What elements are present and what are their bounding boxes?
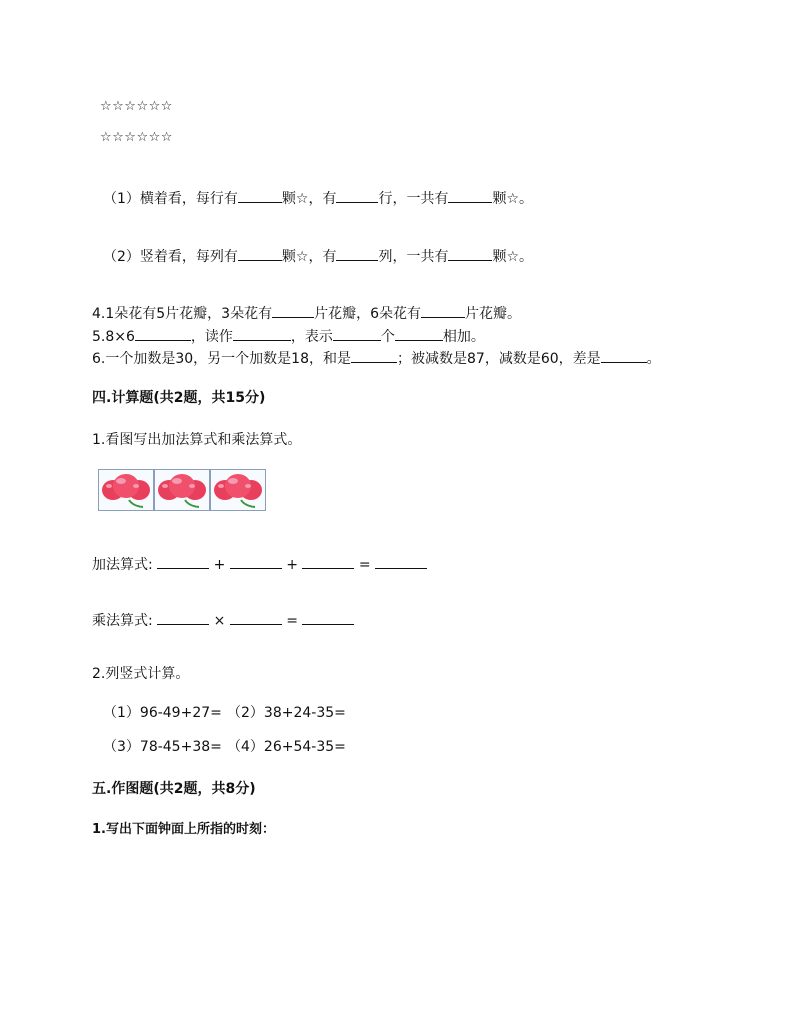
answer-blank[interactable] (230, 612, 282, 625)
answer-blank[interactable] (272, 305, 314, 318)
answer-blank[interactable] (302, 612, 354, 625)
equals-sign: = (286, 613, 298, 629)
expression-4: （4）26+54-35= (227, 739, 346, 755)
answer-blank[interactable] (601, 350, 647, 363)
answer-blank[interactable] (238, 190, 282, 203)
answer-blank[interactable] (421, 305, 465, 318)
section-4-heading: 四.计算题(共2题，共15分) (92, 390, 266, 406)
question-6-part-a: 6.一个加数是30，另一个加数是18，和是 (92, 351, 351, 367)
question-5-part-b: ，读作 (190, 329, 233, 345)
question-5-part-c: ，表示 (290, 329, 333, 345)
question-5-part-a: 5.8×6 (92, 329, 135, 345)
calc-2-prompt: 2.列竖式计算。 (92, 666, 190, 682)
answer-blank[interactable] (448, 190, 492, 203)
answer-blank[interactable] (336, 190, 378, 203)
section-5-heading: 五.作图题(共2题，共8分) (92, 781, 256, 797)
radish-picture-group (98, 469, 268, 511)
multiplication-label: 乘法算式: (92, 613, 153, 629)
question-2 (103, 248, 533, 264)
question-6 (92, 350, 661, 366)
answer-blank[interactable] (157, 556, 209, 569)
equals-sign: = (358, 557, 371, 573)
answer-blank[interactable] (395, 328, 443, 341)
stars-row-1: ☆☆☆☆☆☆ (100, 99, 173, 114)
addition-label: 加法算式: (92, 557, 153, 573)
expression-3: （3）78-45+38= (103, 739, 222, 755)
addition-formula (92, 556, 427, 572)
question-1 (103, 190, 533, 206)
answer-blank[interactable] (230, 556, 282, 569)
answer-blank[interactable] (233, 328, 291, 341)
question-2-part-d: 颗☆。 (492, 249, 534, 265)
question-4-part-a: 4.1朵花有5片花瓣，3朵花有 (92, 306, 273, 322)
plus-sign: + (286, 557, 298, 573)
question-4-part-c: 片花瓣。 (465, 306, 522, 322)
question-6-part-c: 。 (646, 351, 661, 367)
answer-blank[interactable] (302, 556, 354, 569)
answer-blank[interactable] (448, 248, 492, 261)
question-1-part-c: 行，一共有 (378, 191, 449, 207)
expression-1: （1）96-49+27= (103, 705, 222, 721)
stars-row-2: ☆☆☆☆☆☆ (100, 130, 173, 145)
answer-blank[interactable] (336, 248, 378, 261)
answer-blank[interactable] (135, 328, 191, 341)
question-5 (92, 328, 485, 344)
answer-blank[interactable] (351, 350, 397, 363)
question-1-part-a: （1）横着看，每行有 (103, 191, 238, 207)
question-2-part-c: 列，一共有 (378, 249, 449, 265)
plus-sign: + (213, 557, 226, 573)
multiplication-formula (92, 612, 354, 628)
radish-image (154, 469, 210, 511)
question-1-part-b: 颗☆，有 (281, 191, 337, 207)
question-4 (92, 305, 521, 321)
question-6-part-b: ；被减数是87，减数是60，差是 (397, 351, 601, 367)
question-5-part-e: 相加。 (442, 329, 485, 345)
answer-blank[interactable] (375, 556, 427, 569)
answer-blank[interactable] (238, 248, 282, 261)
question-2-part-b: 颗☆，有 (281, 249, 337, 265)
times-sign: × (213, 613, 226, 629)
question-2-part-a: （2）竖着看，每列有 (103, 249, 238, 265)
radish-image (210, 469, 266, 511)
calc-1-prompt: 1.看图写出加法算式和乘法算式。 (92, 432, 302, 448)
answer-blank[interactable] (157, 612, 209, 625)
answer-blank[interactable] (333, 328, 381, 341)
radish-image (98, 469, 154, 511)
question-5-part-d: 个 (380, 329, 395, 345)
expression-2: （2）38+24-35= (227, 705, 346, 721)
question-1-part-d: 颗☆。 (492, 191, 534, 207)
question-4-part-b: 片花瓣，6朵花有 (314, 306, 422, 322)
draw-1-prompt: 1.写出下面钟面上所指的时刻： (92, 822, 275, 837)
